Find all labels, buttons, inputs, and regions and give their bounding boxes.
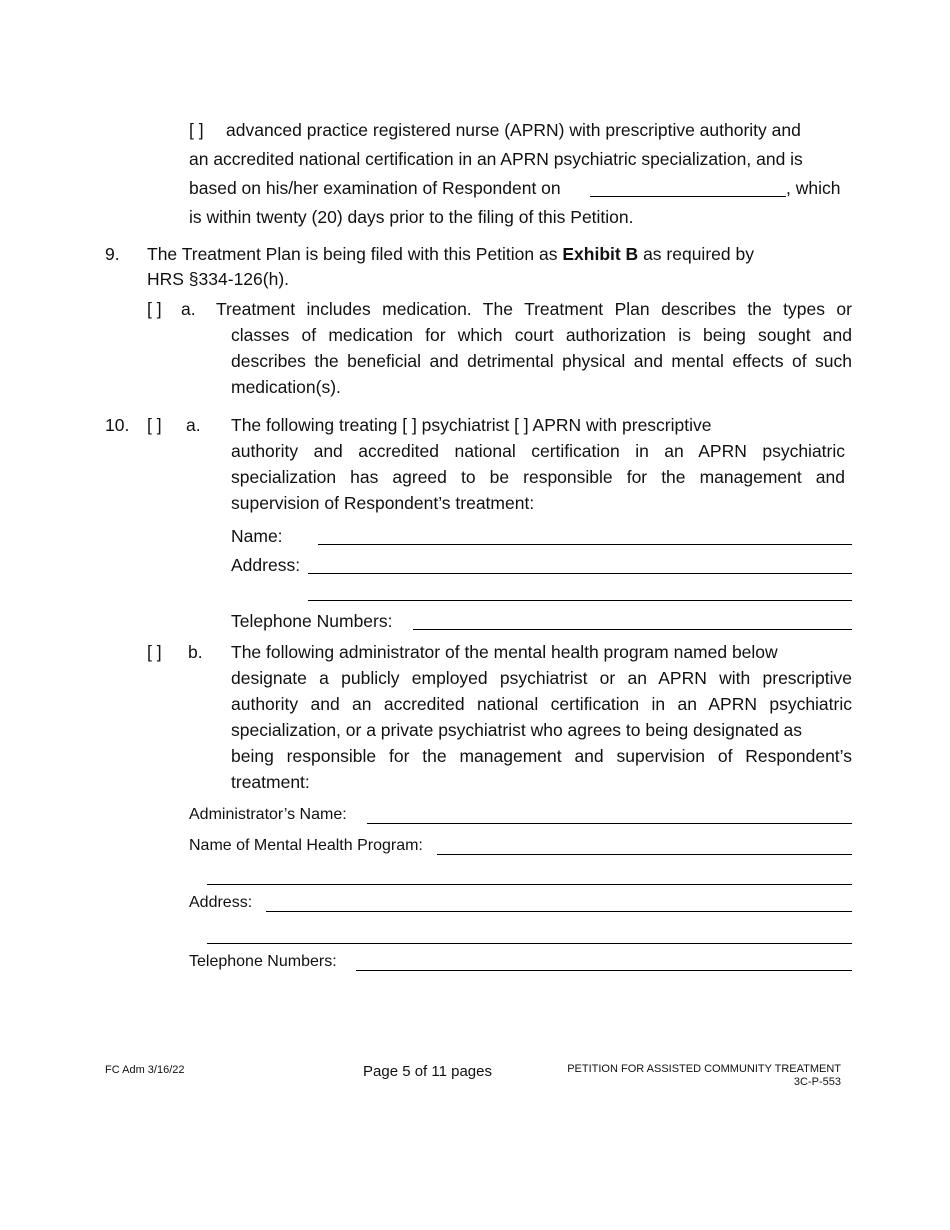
- psychiatrist-checkbox[interactable]: [ ]: [402, 415, 417, 435]
- name-field[interactable]: [318, 544, 852, 545]
- item-10b-checkbox[interactable]: [ ]: [147, 642, 162, 662]
- item-9a-label: a.: [181, 299, 196, 319]
- item-9-line-2: HRS §334-126(h).: [147, 269, 290, 289]
- item-10b-text: The following administrator of the mental health program named below designate a publicly employed psychiatrist or an APRN with prescriptive authority and an accredited national certification in an APRN psychiatric specialization, or a private psychiatrist who agrees to being designated as being responsible for the management and supervision of Respondent’s treatment:: [231, 642, 852, 792]
- item-9-line-1: The Treatment Plan is being filed with this Petition as Exhibit B as required by: [147, 244, 754, 264]
- aprn-line-3: based on his/her examination of Respondent on: [189, 178, 561, 198]
- program-name-label: Name of Mental Health Program:: [189, 837, 423, 854]
- form-code: 3C-P-553: [793, 1076, 841, 1088]
- page-number: Page 5 of 11 pages: [363, 1063, 492, 1080]
- telephone-label: Telephone Numbers:: [231, 611, 393, 631]
- program-telephone-field[interactable]: [356, 970, 852, 971]
- aprn-line-3-end: , which: [786, 178, 841, 198]
- address-label: Address:: [231, 555, 301, 575]
- aprn-line-1: advanced practice registered nurse (APRN) with prescriptive authority and: [226, 120, 801, 140]
- item-9a-text-cont: classes of medication for which court authorization is being sought and describes the beneficial and detrimental physical and mental effects of such medication(s).: [231, 325, 852, 397]
- program-address-field-line-2[interactable]: [207, 943, 852, 944]
- address-field-line-2[interactable]: [308, 600, 852, 601]
- examination-date-field[interactable]: [590, 196, 786, 197]
- item-9a-checkbox[interactable]: [ ]: [147, 299, 162, 319]
- item-9a-text: Treatment includes medication. The Treatment Plan describes the types or: [216, 299, 852, 319]
- program-address-label: Address:: [189, 894, 253, 911]
- aprn-line-2: an accredited national certification in an APRN psychiatric specialization, and is: [189, 149, 803, 169]
- address-field-line-1[interactable]: [308, 573, 852, 574]
- administrator-name-field[interactable]: [367, 823, 852, 824]
- telephone-field[interactable]: [413, 629, 852, 630]
- name-label: Name:: [231, 526, 283, 546]
- form-revision: FC Adm 3/16/22: [105, 1064, 185, 1076]
- item-10-number: 10.: [105, 415, 130, 435]
- aprn-checkbox-10a[interactable]: [ ]: [514, 415, 529, 435]
- exhibit-b-label: Exhibit B: [562, 244, 639, 264]
- administrator-name-label: Administrator’s Name:: [189, 806, 347, 823]
- form-title: PETITION FOR ASSISTED COMMUNITY TREATMENT: [567, 1063, 841, 1075]
- item-10b-label: b.: [188, 642, 203, 662]
- program-name-field-line-2[interactable]: [207, 884, 852, 885]
- item-10a-line-1: The following treating [ ] psychiatrist [ ] APRN with prescriptive: [231, 415, 712, 435]
- program-address-field[interactable]: [266, 911, 852, 912]
- item-10a-text: authority and accredited national certification in an APRN psychiatric specialization has agreed to be responsible for the management and supervision of Respondent’s treatment:: [231, 441, 845, 513]
- item-9-number: 9.: [105, 244, 120, 264]
- aprn-line-4: is within twenty (20) days prior to the filing of this Petition.: [189, 207, 634, 227]
- item-10a-label: a.: [186, 415, 201, 435]
- program-telephone-label: Telephone Numbers:: [189, 953, 337, 970]
- aprn-checkbox[interactable]: [ ]: [189, 120, 204, 140]
- item-10a-checkbox[interactable]: [ ]: [147, 415, 162, 435]
- program-name-field[interactable]: [437, 854, 852, 855]
